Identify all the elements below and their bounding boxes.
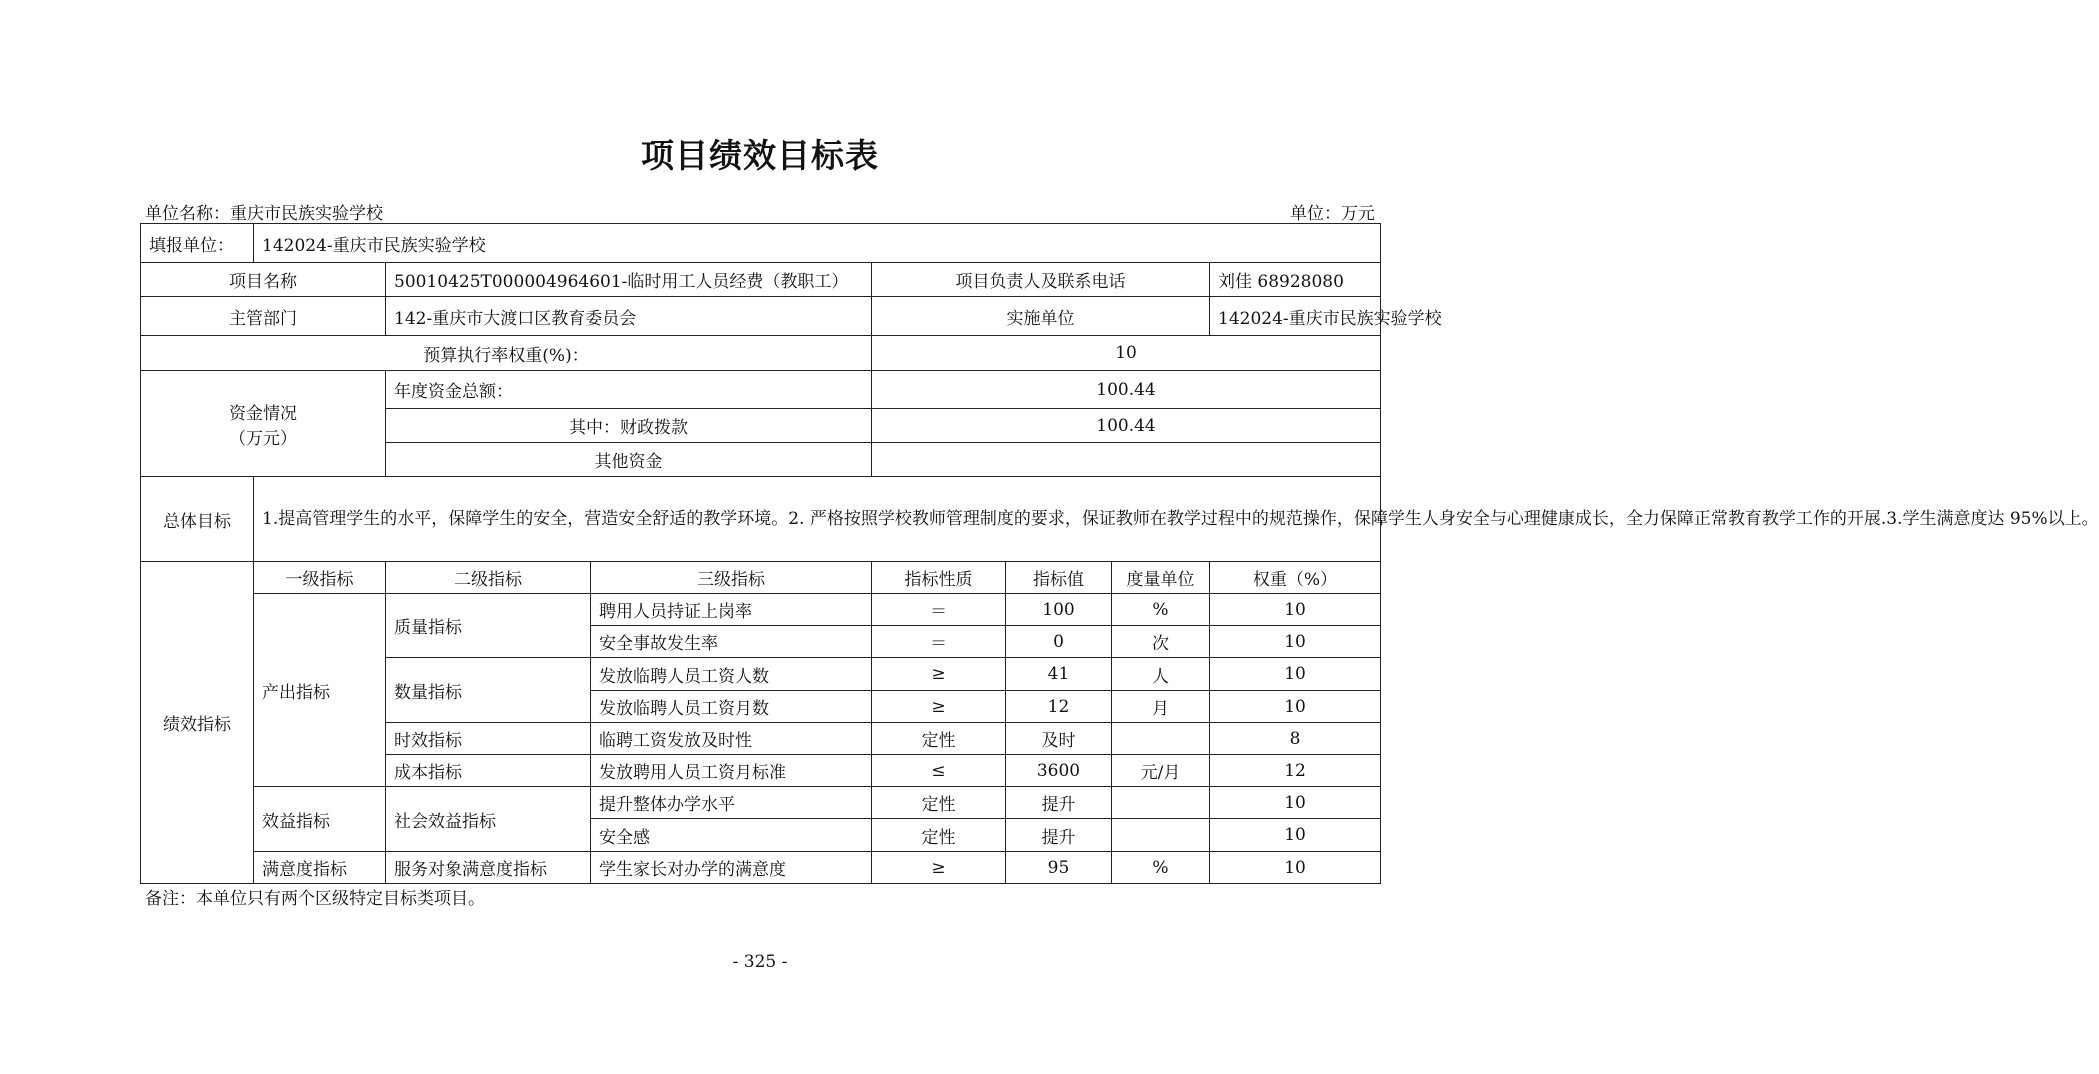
- indicator-unit: [1112, 819, 1210, 852]
- project-name-value: 50010425T000004964601-临时用工人员经费（教职工）: [386, 263, 872, 297]
- level2-timeliness: 时效指标: [386, 723, 591, 755]
- col-value: 指标值: [1006, 562, 1112, 594]
- indicator-nature: 定性: [872, 723, 1006, 755]
- indicator-value: 95: [1006, 852, 1112, 884]
- goal-row: [141, 477, 1381, 562]
- unit-name: 单位名称：重庆市民族实验学校: [145, 204, 383, 224]
- level1-output: 产出指标: [254, 594, 386, 787]
- dept-value: 142-重庆市大渡口区教育委员会: [386, 297, 872, 336]
- indicator-weight: 10: [1210, 787, 1381, 819]
- level2-cost: 成本指标: [386, 755, 591, 787]
- fiscal-label: 其中：财政拨款: [386, 409, 872, 443]
- col-level2: 二级指标: [386, 562, 591, 594]
- indicator-value: 100: [1006, 594, 1112, 626]
- indicator-nature: ≤: [872, 755, 1006, 787]
- indicator-weight: 8: [1210, 723, 1381, 755]
- indicator-unit: 月: [1112, 691, 1210, 723]
- funds-label-line1: 资金情况: [229, 403, 297, 424]
- indicator-unit: 人: [1112, 658, 1210, 691]
- fiscal-value: 100.44: [872, 409, 1381, 443]
- funds-label-line2: （万元）: [229, 428, 297, 449]
- budget-rate-row: [141, 336, 1381, 371]
- budget-rate-label: 预算执行率权重(%)：: [141, 336, 872, 371]
- level2-quantity: 数量指标: [386, 658, 591, 723]
- indicator-value: 3600: [1006, 755, 1112, 787]
- budget-rate-value: 10: [872, 336, 1381, 371]
- indicator-unit: [1112, 787, 1210, 819]
- indicator-value: 提升: [1006, 819, 1112, 852]
- indicator-name: 安全事故发生率: [591, 626, 872, 658]
- indicator-weight: 10: [1210, 594, 1381, 626]
- indicator-name: 安全感: [591, 819, 872, 852]
- leader-value: 刘佳 68928080: [1210, 263, 1381, 297]
- goal-label: 总体目标: [141, 477, 254, 562]
- indicator-value: 0: [1006, 626, 1112, 658]
- table-row: [141, 852, 1381, 884]
- col-weight: 权重（%）: [1210, 562, 1381, 594]
- col-level1: 一级指标: [254, 562, 386, 594]
- level2-service: 服务对象满意度指标: [386, 852, 591, 884]
- table-row: [141, 594, 1381, 626]
- indicator-value: 41: [1006, 658, 1112, 691]
- indicator-unit: %: [1112, 852, 1210, 884]
- indicator-header-row: [141, 562, 1381, 594]
- footnote: 备注：本单位只有两个区级特定目标类项目。: [145, 889, 485, 909]
- col-level3: 三级指标: [591, 562, 872, 594]
- indicator-name: 发放临聘人员工资月数: [591, 691, 872, 723]
- col-nature: 指标性质: [872, 562, 1006, 594]
- indicator-unit: [1112, 723, 1210, 755]
- level1-satisfaction: 满意度指标: [254, 852, 386, 884]
- indicator-nature: ≥: [872, 691, 1006, 723]
- funds-total-row: [141, 371, 1381, 409]
- currency-unit: 单位：万元: [1290, 204, 1375, 224]
- indicator-name: 提升整体办学水平: [591, 787, 872, 819]
- indicator-nature: ≥: [872, 852, 1006, 884]
- other-label: 其他资金: [386, 443, 872, 477]
- fill-unit-label: 填报单位：: [141, 224, 254, 263]
- goal-text: 1.提高管理学生的水平，保障学生的安全，营造安全舒适的教学环境。2. 严格按照学校教师管理制度的要求，保证教师在教学过程中的规范操作，保障学生人身安全与心理健康成长，全力保障正常教育教学工作的开展.3.学生满意度达 95%以上。: [254, 477, 1381, 562]
- leader-label: 项目负责人及联系电话: [872, 263, 1210, 297]
- impl-label: 实施单位: [872, 297, 1210, 336]
- indicator-value: 提升: [1006, 787, 1112, 819]
- fill-unit-value: 142024-重庆市民族实验学校: [254, 224, 1381, 263]
- impl-value: 142024-重庆市民族实验学校: [1210, 297, 1381, 336]
- indicator-nature: ＝: [872, 626, 1006, 658]
- fill-unit-row: [141, 224, 1381, 263]
- dept-label: 主管部门: [141, 297, 386, 336]
- indicator-weight: 10: [1210, 819, 1381, 852]
- indicator-name: 发放聘用人员工资月标准: [591, 755, 872, 787]
- indicator-name: 学生家长对办学的满意度: [591, 852, 872, 884]
- level1-benefit: 效益指标: [254, 787, 386, 852]
- project-name-label: 项目名称: [141, 263, 386, 297]
- indicator-value: 及时: [1006, 723, 1112, 755]
- indicator-name: 聘用人员持证上岗率: [591, 594, 872, 626]
- indicator-name: 临聘工资发放及时性: [591, 723, 872, 755]
- indicator-unit: %: [1112, 594, 1210, 626]
- indicator-nature: ≥: [872, 658, 1006, 691]
- indicator-nature: ＝: [872, 594, 1006, 626]
- indicator-weight: 12: [1210, 755, 1381, 787]
- funds-label: [141, 371, 386, 477]
- perf-label: 绩效指标: [141, 562, 254, 884]
- page-title: 项目绩效目标表: [641, 136, 879, 175]
- indicator-weight: 10: [1210, 691, 1381, 723]
- indicator-nature: 定性: [872, 819, 1006, 852]
- annual-total-value: 100.44: [872, 371, 1381, 409]
- indicator-unit: 次: [1112, 626, 1210, 658]
- indicator-weight: 10: [1210, 658, 1381, 691]
- page-number: - 325 -: [732, 952, 788, 972]
- indicator-name: 发放临聘人员工资人数: [591, 658, 872, 691]
- indicator-nature: 定性: [872, 787, 1006, 819]
- table-row: [141, 787, 1381, 819]
- level2-social: 社会效益指标: [386, 787, 591, 852]
- col-unit: 度量单位: [1112, 562, 1210, 594]
- department-row: [141, 297, 1381, 336]
- indicator-weight: 10: [1210, 852, 1381, 884]
- other-value: [872, 443, 1381, 477]
- project-name-row: [141, 263, 1381, 297]
- level2-quality: 质量指标: [386, 594, 591, 658]
- indicator-value: 12: [1006, 691, 1112, 723]
- annual-total-label: 年度资金总额：: [386, 371, 872, 409]
- indicator-unit: 元/月: [1112, 755, 1210, 787]
- indicator-weight: 10: [1210, 626, 1381, 658]
- performance-table: [140, 223, 2099, 884]
